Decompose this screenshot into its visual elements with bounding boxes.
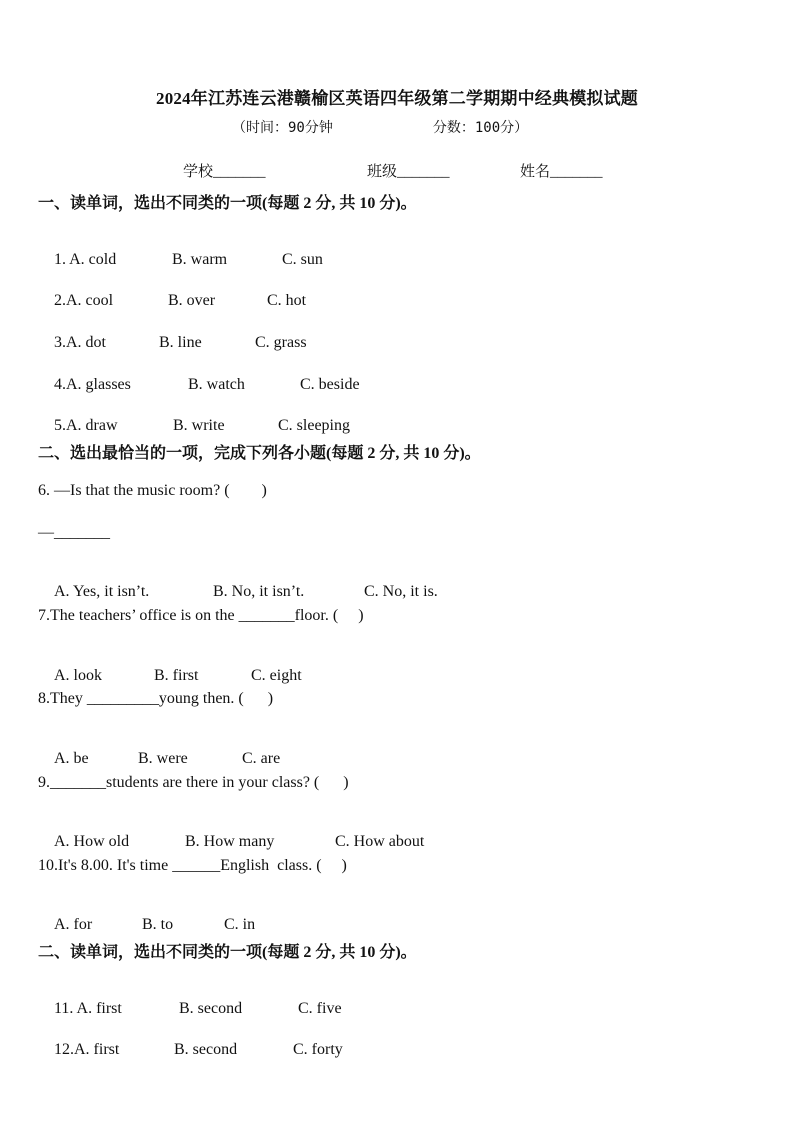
q8-option-a: A. be xyxy=(54,750,89,767)
q6-option-c: C. No, it is. xyxy=(364,583,438,600)
q10-option-b: B. to xyxy=(142,916,174,933)
name-field: 姓名_______ xyxy=(520,164,603,180)
q9-option-b: B. How many xyxy=(185,833,275,850)
q12-option-b: B. second xyxy=(174,1041,238,1058)
q11-option-c: C. five xyxy=(298,1000,342,1017)
class-field: 班级_______ xyxy=(367,164,450,180)
q7-option-a: A. look xyxy=(54,667,102,684)
exam-score: 分数：100分） xyxy=(432,120,529,136)
question-6-stem: 6. —Is that the music room? ( ) xyxy=(38,482,267,499)
q6-option-b: B. No, it isn’t. xyxy=(213,583,305,600)
q12-option-a: 12.A. first xyxy=(54,1041,120,1058)
q1-option-b: B. warm xyxy=(172,251,228,268)
q5-option-a: 5.A. draw xyxy=(54,417,118,434)
q3-option-a: 3.A. dot xyxy=(54,334,106,351)
q8-option-b: B. were xyxy=(138,750,188,767)
q7-option-c: C. eight xyxy=(251,667,302,684)
q1-option-a: 1. A. cold xyxy=(54,251,117,268)
q11-option-b: B. second xyxy=(179,1000,243,1017)
question-6-answer-blank: —_______ xyxy=(38,524,110,541)
q3-option-c: C. grass xyxy=(255,334,307,351)
q4-option-a: 4.A. glasses xyxy=(54,376,131,393)
q9-option-c: C. How about xyxy=(335,833,425,850)
q10-option-c: C. in xyxy=(224,916,256,933)
section-heading-1: 一、读单词，选出不同类的一项(每题 2 分, 共 10 分)。 xyxy=(38,195,417,212)
q2-option-a: 2.A. cool xyxy=(54,292,114,309)
q5-option-c: C. sleeping xyxy=(278,417,350,434)
question-8-stem: 8.They _________young then. ( ) xyxy=(38,690,274,707)
q11-option-a: 11. A. first xyxy=(54,1000,122,1017)
q5-option-b: B. write xyxy=(173,417,225,434)
question-10-stem: 10.It's 8.00. It's time ______English class. ( ) xyxy=(38,857,347,874)
section-heading-3: 二、读单词，选出不同类的一项(每题 2 分, 共 10 分)。 xyxy=(38,944,417,961)
exam-title: 2024年江苏连云港赣榆区英语四年级第二学期期中经典模拟试题 xyxy=(156,89,638,108)
q3-option-b: B. line xyxy=(159,334,202,351)
section-heading-2: 二、选出最恰当的一项，完成下列各小题(每题 2 分, 共 10 分)。 xyxy=(38,445,481,462)
q6-option-a: A. Yes, it isn’t. xyxy=(54,583,150,600)
q12-option-c: C. forty xyxy=(293,1041,343,1058)
q4-option-b: B. watch xyxy=(188,376,245,393)
exam-time: （时间：90分钟 xyxy=(232,120,333,136)
q2-option-b: B. over xyxy=(168,292,216,309)
question-7-stem: 7.The teachers’ office is on the _______floor. ( ) xyxy=(38,607,364,624)
exam-subtitle xyxy=(232,117,528,137)
q7-option-b: B. first xyxy=(154,667,199,684)
q9-option-a: A. How old xyxy=(54,833,130,850)
q1-option-c: C. sun xyxy=(282,251,323,268)
question-9-stem: 9._______students are there in your class? ( ) xyxy=(38,774,349,791)
q8-option-c: C. are xyxy=(242,750,281,767)
question-12 xyxy=(38,1023,343,1077)
q10-option-a: A. for xyxy=(54,916,93,933)
q2-option-c: C. hot xyxy=(267,292,307,309)
school-field: 学校_______ xyxy=(183,164,266,180)
q4-option-c: C. beside xyxy=(300,376,360,393)
